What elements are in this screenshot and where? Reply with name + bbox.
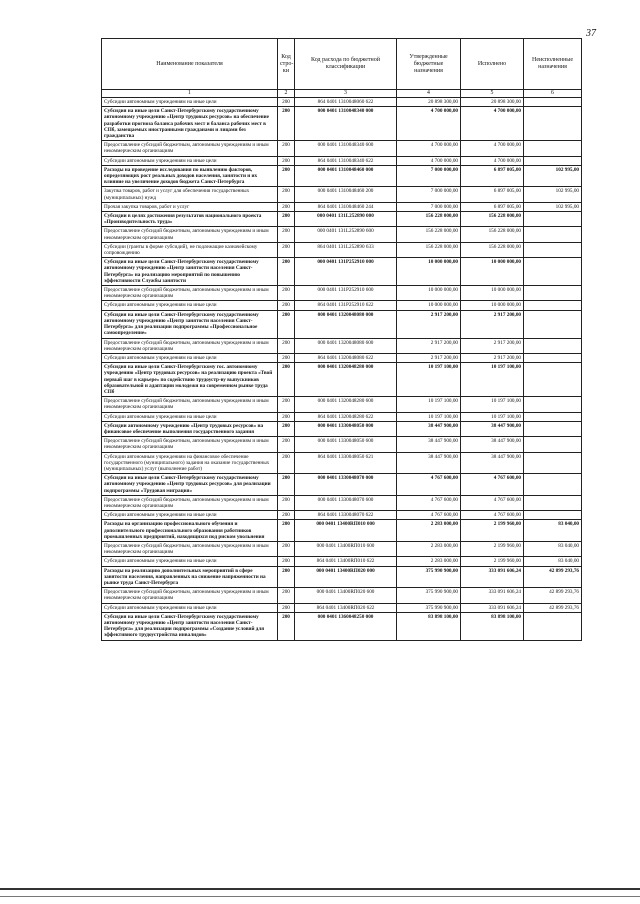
- row-executed: 38 447 900,00: [461, 437, 524, 452]
- row-line-code: 200: [278, 107, 295, 141]
- row-unexecuted: [524, 452, 582, 474]
- row-unexecuted: [524, 421, 582, 436]
- table-row: [102, 603, 582, 612]
- row-executed: 6 897 005,00: [461, 187, 524, 202]
- row-name: Субсидии автономному учреждению «Центр трудовых ресурсов» на финансовое обеспечение выполнения государственного задания: [102, 421, 278, 436]
- row-budget-code: 864 0401 1310048340 622: [295, 156, 397, 165]
- row-unexecuted: [524, 612, 582, 640]
- row-budget-code: 000 0401 1320048280 000: [295, 363, 397, 397]
- row-approved: 10 000 000,00: [397, 258, 461, 286]
- table-row: [102, 242, 582, 257]
- row-approved: 4 700 000,00: [397, 141, 461, 156]
- row-name: Субсидия на иные цели Санкт-Петербургскому государственному автономному учреждению «Центр занятости населения Санкт-Петербурга» для реализации подпрограммы «Создание условий для эффективного трудоустройства инвалидов»: [102, 612, 278, 640]
- row-unexecuted: [524, 98, 582, 107]
- row-executed: 6 897 005,00: [461, 165, 524, 187]
- row-name: Субсидии автономным учреждениям на иные цели: [102, 603, 278, 612]
- row-budget-code: 864 0401 1330048070 622: [295, 511, 397, 520]
- row-line-code: 200: [278, 212, 295, 227]
- row-line-code: 200: [278, 495, 295, 510]
- row-line-code: 200: [278, 338, 295, 353]
- row-unexecuted: [524, 412, 582, 421]
- row-line-code: 200: [278, 301, 295, 310]
- scan-edge-line: [0, 888, 640, 890]
- row-approved: 4 767 600,00: [397, 495, 461, 510]
- budget-execution-table: [101, 38, 582, 641]
- table-row: [102, 397, 582, 412]
- row-line-code: 200: [278, 612, 295, 640]
- row-unexecuted: [524, 156, 582, 165]
- row-executed: 38 447 900,00: [461, 421, 524, 436]
- row-executed: 2 199 960,00: [461, 520, 524, 542]
- row-approved: 4 767 600,00: [397, 511, 461, 520]
- row-executed: 4 767 600,00: [461, 474, 524, 496]
- row-budget-code: 000 0401 131P252910 600: [295, 286, 397, 301]
- row-name: Расходы на организацию профессионального обучения и дополнительного профессионального образования работников промышленных предприятий, находящихся под риском увольнения: [102, 520, 278, 542]
- header-line-code: Код стро-ки: [278, 39, 295, 90]
- row-executed: 20 898 300,00: [461, 98, 524, 107]
- row-unexecuted: 42 899 293,76: [524, 588, 582, 603]
- row-budget-code: 000 0401 1330048070 600: [295, 495, 397, 510]
- row-budget-code: 000 0401 1330048050 000: [295, 421, 397, 436]
- row-unexecuted: 83 040,00: [524, 541, 582, 556]
- row-name: Субсидии автономным учреждениям на финансовое обеспечение государственного (муниципального) задания на оказание государственных (муниципальных) услуг (выполнение работ): [102, 452, 278, 474]
- row-executed: 156 228 000,00: [461, 242, 524, 257]
- row-unexecuted: 83 040,00: [524, 520, 582, 542]
- row-approved: 7 000 000,00: [397, 202, 461, 211]
- table-row: [102, 566, 582, 588]
- row-line-code: 200: [278, 421, 295, 436]
- row-budget-code: 000 0401 1330048070 000: [295, 474, 397, 496]
- row-name: Субсидия на иные цели Санкт-Петербургскому гос. автономному учреждению «Центр трудовых ресурсов» на реализацию проекта «Твой первый шаг в карьере» по содействию трудоустр-ву выпускников образовательной и адаптации молодежи на современном рынке труда СПб: [102, 363, 278, 397]
- table-row: [102, 474, 582, 496]
- row-budget-code: 000 0401 1360048250 000: [295, 612, 397, 640]
- row-line-code: 200: [278, 156, 295, 165]
- table-row: [102, 338, 582, 353]
- row-executed: 333 091 606,24: [461, 566, 524, 588]
- table-row: [102, 588, 582, 603]
- row-unexecuted: [524, 363, 582, 397]
- row-budget-code: 000 0401 13400RП020 600: [295, 588, 397, 603]
- row-unexecuted: [524, 301, 582, 310]
- table-body: [102, 98, 582, 641]
- row-name: Предоставление субсидий бюджетным, автономным учреждениям и иным некоммерческим организациям: [102, 588, 278, 603]
- row-executed: 333 091 606,24: [461, 603, 524, 612]
- row-executed: 2 199 960,00: [461, 557, 524, 566]
- row-budget-code: 864 0401 131P252910 622: [295, 301, 397, 310]
- row-approved: 375 990 900,00: [397, 566, 461, 588]
- row-budget-code: 000 0401 131P252910 000: [295, 258, 397, 286]
- row-approved: 2 283 000,00: [397, 520, 461, 542]
- row-executed: 10 197 100,00: [461, 363, 524, 397]
- row-approved: 2 283 000,00: [397, 541, 461, 556]
- row-line-code: 200: [278, 202, 295, 211]
- row-unexecuted: [524, 227, 582, 242]
- row-executed: 4 767 600,00: [461, 495, 524, 510]
- table-row: [102, 421, 582, 436]
- row-unexecuted: 83 040,00: [524, 557, 582, 566]
- row-name: Предоставление субсидий бюджетным, автономным учреждениям и иным некоммерческим организациям: [102, 437, 278, 452]
- header-budget-code: Код расхода по бюджетной классификации: [295, 39, 397, 90]
- row-name: Расходы на реализацию дополнительных мероприятий в сфере занятости населения, направленных на снижение напряженности на рынке труда Санкт-Петербурга: [102, 566, 278, 588]
- row-executed: 2 917 200,00: [461, 310, 524, 338]
- table-row: [102, 107, 582, 141]
- row-name: Субсидия на иные цели Санкт-Петербургскому государственному автономному учреждению «Центр занятости населения Санкт-Петербурга» для реализации подпрограммы «Профессиональное самоопределение»: [102, 310, 278, 338]
- row-approved: 156 228 000,00: [397, 242, 461, 257]
- row-budget-code: 000 0401 1310048460 200: [295, 187, 397, 202]
- table-row: [102, 353, 582, 362]
- row-approved: 4 700 000,00: [397, 156, 461, 165]
- row-budget-code: 000 0401 13400RП010 000: [295, 520, 397, 542]
- row-executed: 38 447 900,00: [461, 452, 524, 474]
- row-name: Предоставление субсидий бюджетным, автономным учреждениям и иным некоммерческим организациям: [102, 141, 278, 156]
- row-budget-code: 000 0401 13400RП010 600: [295, 541, 397, 556]
- row-name: Прочая закупка товаров, работ и услуг: [102, 202, 278, 211]
- table-header-row: [102, 39, 582, 90]
- row-approved: 38 447 900,00: [397, 452, 461, 474]
- row-line-code: 200: [278, 520, 295, 542]
- row-approved: 10 000 000,00: [397, 286, 461, 301]
- row-approved: 38 447 900,00: [397, 421, 461, 436]
- row-budget-code: 864 0401 1310048060 622: [295, 98, 397, 107]
- row-executed: 83 898 100,00: [461, 612, 524, 640]
- row-unexecuted: [524, 397, 582, 412]
- table-row: [102, 437, 582, 452]
- row-budget-code: 000 0401 13400RП020 000: [295, 566, 397, 588]
- row-unexecuted: [524, 242, 582, 257]
- row-approved: 2 917 200,00: [397, 338, 461, 353]
- row-executed: 10 000 000,00: [461, 286, 524, 301]
- row-approved: 2 917 200,00: [397, 353, 461, 362]
- row-line-code: 200: [278, 310, 295, 338]
- row-budget-code: 000 0401 1310048340 600: [295, 141, 397, 156]
- table-row: [102, 212, 582, 227]
- column-number: 1: [102, 90, 278, 98]
- row-executed: 4 700 000,00: [461, 107, 524, 141]
- row-budget-code: 000 0401 1320048080 600: [295, 338, 397, 353]
- row-line-code: 200: [278, 98, 295, 107]
- header-indicator-name: Наименование показателя: [102, 39, 278, 90]
- row-line-code: 200: [278, 165, 295, 187]
- row-executed: 333 091 606,24: [461, 588, 524, 603]
- column-number-row: [102, 90, 582, 98]
- row-budget-code: 864 0401 1330048050 621: [295, 452, 397, 474]
- row-unexecuted: [524, 141, 582, 156]
- row-approved: 156 228 000,00: [397, 212, 461, 227]
- row-name: Субсидии автономным учреждениям на иные цели: [102, 156, 278, 165]
- row-approved: 20 898 300,00: [397, 98, 461, 107]
- row-name: Предоставление субсидий бюджетным, автономным учреждениям и иным некоммерческим организациям: [102, 495, 278, 510]
- row-name: Субсидии автономным учреждениям на иные цели: [102, 353, 278, 362]
- row-approved: 375 990 900,00: [397, 588, 461, 603]
- row-name: Субсидии (гранты в форме субсидий), не подлежащие казначейскому сопровождению: [102, 242, 278, 257]
- row-name: Субсидия на иные цели Санкт-Петербургскому государственному автономному учреждению «Центр трудовых ресурсов» на обеспечение разработки прогноза баланса рабочих мест и баланса рабочих мест в СПб, замещаемых иностранными гражданами и лицами без гражданства: [102, 107, 278, 141]
- row-line-code: 200: [278, 242, 295, 257]
- row-executed: 2 199 960,00: [461, 541, 524, 556]
- row-name: Субсидии автономным учреждениям на иные цели: [102, 98, 278, 107]
- row-line-code: 200: [278, 363, 295, 397]
- row-unexecuted: [524, 212, 582, 227]
- row-unexecuted: [524, 258, 582, 286]
- table-row: [102, 520, 582, 542]
- row-line-code: 200: [278, 227, 295, 242]
- column-number: 4: [397, 90, 461, 98]
- column-number: 5: [461, 90, 524, 98]
- row-line-code: 200: [278, 474, 295, 496]
- row-name: Субсидия на иные цели Санкт-Петербургскому государственному автономному учреждению «Центр занятости населения Санкт-Петербурга» на реализацию мероприятий по повышению эффективности Службы занятости: [102, 258, 278, 286]
- row-line-code: 200: [278, 557, 295, 566]
- row-line-code: 200: [278, 452, 295, 474]
- row-executed: 4 700 000,00: [461, 141, 524, 156]
- row-name: Субсидия на иные цели Санкт-Петербургскому государственному автономному учреждению «Центр трудовых ресурсов» для реализации подпрограммы «Трудовая миграция»: [102, 474, 278, 496]
- row-approved: 2 917 200,00: [397, 310, 461, 338]
- row-executed: 2 917 200,00: [461, 338, 524, 353]
- row-approved: 10 197 100,00: [397, 363, 461, 397]
- row-line-code: 200: [278, 258, 295, 286]
- row-approved: 156 228 000,00: [397, 227, 461, 242]
- row-unexecuted: 42 899 293,76: [524, 603, 582, 612]
- row-approved: 4 700 000,00: [397, 107, 461, 141]
- table-row: [102, 258, 582, 286]
- row-approved: 2 283 000,00: [397, 557, 461, 566]
- row-name: Субсидии автономным учреждениям на иные цели: [102, 301, 278, 310]
- table-row: [102, 187, 582, 202]
- table-row: [102, 412, 582, 421]
- table-row: [102, 202, 582, 211]
- header-approved: Утвержденные бюджетные назначения: [397, 39, 461, 90]
- header-unexecuted: Неисполненные назначения: [524, 39, 582, 90]
- row-budget-code: 000 0401 1310048460 000: [295, 165, 397, 187]
- table-row: [102, 286, 582, 301]
- row-line-code: 200: [278, 286, 295, 301]
- column-number: 6: [524, 90, 582, 98]
- row-approved: 7 000 000,00: [397, 165, 461, 187]
- table-row: [102, 301, 582, 310]
- row-budget-code: 864 0401 1320048280 622: [295, 412, 397, 421]
- row-line-code: 200: [278, 397, 295, 412]
- row-budget-code: 000 0401 131L252890 600: [295, 227, 397, 242]
- row-name: Субсидии автономным учреждениям на иные цели: [102, 557, 278, 566]
- row-unexecuted: 102 995,00: [524, 202, 582, 211]
- row-budget-code: 864 0401 131L252890 633: [295, 242, 397, 257]
- row-line-code: 200: [278, 588, 295, 603]
- row-line-code: 200: [278, 353, 295, 362]
- row-unexecuted: [524, 437, 582, 452]
- row-executed: 156 228 000,00: [461, 212, 524, 227]
- row-approved: 38 447 900,00: [397, 437, 461, 452]
- row-executed: 6 897 005,00: [461, 202, 524, 211]
- table-row: [102, 557, 582, 566]
- row-line-code: 200: [278, 541, 295, 556]
- row-line-code: 200: [278, 187, 295, 202]
- row-executed: 10 000 000,00: [461, 301, 524, 310]
- row-approved: 375 990 900,00: [397, 603, 461, 612]
- page-number: 37: [586, 28, 596, 39]
- header-executed: Исполнено: [461, 39, 524, 90]
- row-name: Закупка товаров, работ и услуг для обеспечения государственных (муниципальных) нужд: [102, 187, 278, 202]
- row-executed: 156 228 000,00: [461, 227, 524, 242]
- table-row: [102, 612, 582, 640]
- row-unexecuted: 102 995,00: [524, 187, 582, 202]
- row-line-code: 200: [278, 437, 295, 452]
- row-name: Субсидии в целях достижения результатов национального проекта «Производительность труда»: [102, 212, 278, 227]
- row-budget-code: 000 0401 1330048050 600: [295, 437, 397, 452]
- table-row: [102, 541, 582, 556]
- row-approved: 4 767 600,00: [397, 474, 461, 496]
- column-number: 2: [278, 90, 295, 98]
- row-budget-code: 000 0401 1320048280 600: [295, 397, 397, 412]
- row-name: Расходы на проведение исследования по выявлению факторов, определяющих рост реальных доходов населения, занятости и их влияние на увеличение доходов бюджета Санкт-Петербурга: [102, 165, 278, 187]
- row-approved: 10 197 100,00: [397, 397, 461, 412]
- row-executed: 4 767 600,00: [461, 511, 524, 520]
- row-budget-code: 864 0401 13400RП010 622: [295, 557, 397, 566]
- row-line-code: 200: [278, 511, 295, 520]
- table-row: [102, 363, 582, 397]
- row-unexecuted: 42 899 293,76: [524, 566, 582, 588]
- table-row: [102, 156, 582, 165]
- row-unexecuted: 102 995,00: [524, 165, 582, 187]
- row-name: Субсидии автономным учреждениям на иные цели: [102, 511, 278, 520]
- table-row: [102, 495, 582, 510]
- column-number: 3: [295, 90, 397, 98]
- row-line-code: 200: [278, 566, 295, 588]
- row-executed: 10 197 100,00: [461, 412, 524, 421]
- table-row: [102, 310, 582, 338]
- row-approved: 83 898 100,00: [397, 612, 461, 640]
- row-unexecuted: [524, 338, 582, 353]
- row-line-code: 200: [278, 412, 295, 421]
- row-unexecuted: [524, 286, 582, 301]
- row-unexecuted: [524, 310, 582, 338]
- row-executed: 10 197 100,00: [461, 397, 524, 412]
- row-budget-code: 000 0401 1320048080 000: [295, 310, 397, 338]
- row-budget-code: 864 0401 1310048460 244: [295, 202, 397, 211]
- table-row: [102, 452, 582, 474]
- table-row: [102, 511, 582, 520]
- table-row: [102, 98, 582, 107]
- row-name: Предоставление субсидий бюджетным, автономным учреждениям и иным некоммерческим организациям: [102, 286, 278, 301]
- row-name: Предоставление субсидий бюджетным, автономным учреждениям и иным некоммерческим организациям: [102, 397, 278, 412]
- row-name: Предоставление субсидий бюджетным, автономным учреждениям и иным некоммерческим организациям: [102, 338, 278, 353]
- scan-edge-line: [0, 896, 640, 897]
- row-unexecuted: [524, 474, 582, 496]
- row-budget-code: 864 0401 13400RП020 622: [295, 603, 397, 612]
- row-budget-code: 000 0401 131L252890 000: [295, 212, 397, 227]
- table-row: [102, 165, 582, 187]
- row-unexecuted: [524, 107, 582, 141]
- row-name: Предоставление субсидий бюджетным, автономным учреждениям и иным некоммерческим организациям: [102, 541, 278, 556]
- row-approved: 10 197 100,00: [397, 412, 461, 421]
- row-line-code: 200: [278, 141, 295, 156]
- row-unexecuted: [524, 511, 582, 520]
- row-unexecuted: [524, 495, 582, 510]
- row-unexecuted: [524, 353, 582, 362]
- row-approved: 7 000 000,00: [397, 187, 461, 202]
- row-budget-code: 000 0401 1310048340 000: [295, 107, 397, 141]
- row-approved: 10 000 000,00: [397, 301, 461, 310]
- row-executed: 4 700 000,00: [461, 156, 524, 165]
- row-line-code: 200: [278, 603, 295, 612]
- row-name: Субсидии автономным учреждениям на иные цели: [102, 412, 278, 421]
- table-row: [102, 141, 582, 156]
- row-name: Предоставление субсидий бюджетным, автономным учреждениям и иным некоммерческим организациям: [102, 227, 278, 242]
- row-executed: 10 000 000,00: [461, 258, 524, 286]
- table-row: [102, 227, 582, 242]
- row-budget-code: 864 0401 1320048080 622: [295, 353, 397, 362]
- row-executed: 2 917 200,00: [461, 353, 524, 362]
